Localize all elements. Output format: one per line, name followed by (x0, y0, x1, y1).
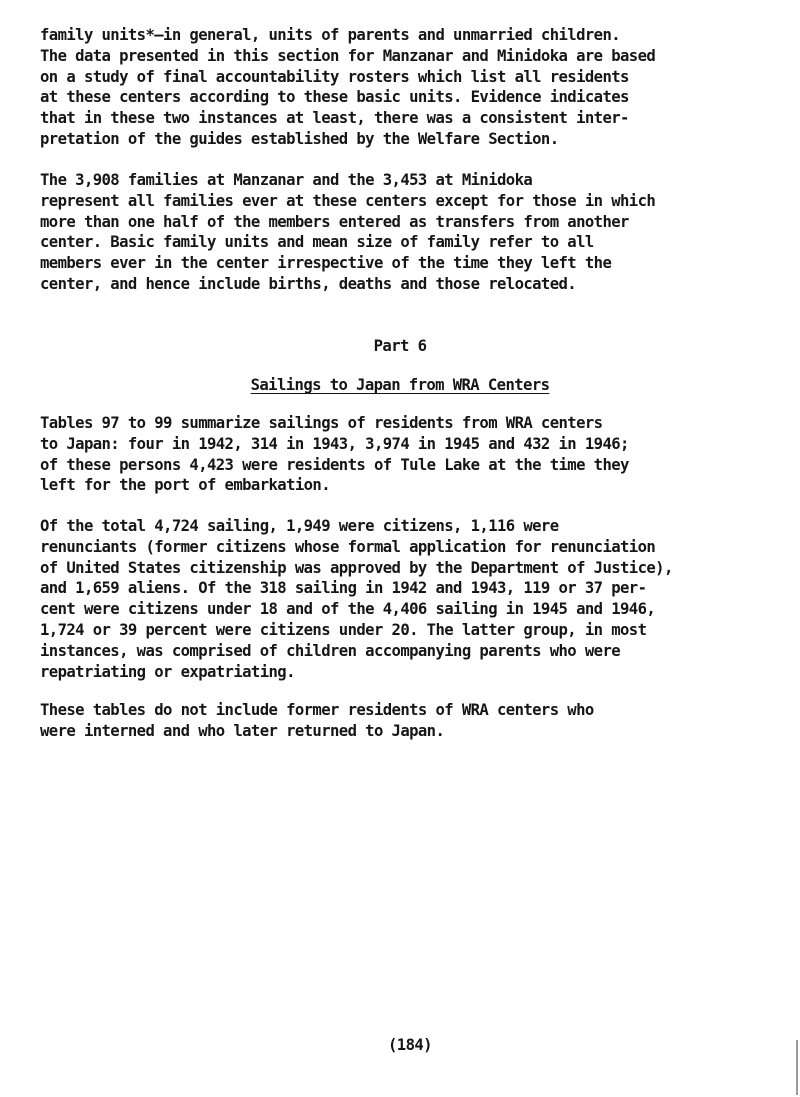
paragraph-families-count: The 3,908 families at Manzanar and the 3,453 at Minidoka represent all families ever at these centers except for those in which more than one half of the members entered as transfers from another center. Basic family units and mean size of family refer to all members ever in the center irrespective of the time they left the center, and hence include births, deaths and those relocated. (40, 171, 656, 293)
section-heading (0, 374, 800, 396)
section-heading-text: Sailings to Japan from WRA Centers (250, 376, 550, 394)
paragraph-sailing-totals: Of the total 4,724 sailing, 1,949 were citizens, 1,116 were renunciants (former citizens whose formal application for renunciation of United States citizenship was approved by the Department of Justice), and 1,659 aliens. Of the 318 sailing in 1942 and 1943, 119 or 37 per- cent were citizens under 18 and of the 4,406 sailing in 1945 and 1946, 1,724 or 39 percent were citizens under 20. The latter group, in most instances, was comprised of children accompanying parents who were repatriating or expatriating. (40, 517, 673, 681)
paragraph-sailings-summary: Tables 97 to 99 summarize sailings of residents from WRA centers to Japan: four in 1942, 314 in 1943, 3,974 in 1945 and 432 in 1946; of these persons 4,423 were residents of Tule Lake at the time they left for the port of embarkation. (40, 414, 629, 495)
paragraph-tables-exclusion: These tables do not include former residents of WRA centers who were interned and who later returned to Japan. (40, 701, 594, 740)
page-number: (184) (388, 1036, 432, 1054)
part-heading-text: Part 6 (373, 337, 427, 355)
part-heading (0, 333, 800, 357)
paragraph-family-units: family units*—in general, units of parents and unmarried children. The data presented in this section for Manzanar and Minidoka are based on a study of final accountability rosters which list all residents at these centers according to these basic units. Evidence indicates that in these two instances at least, there was a consistent inter- pretation of the guides established by the Welfare Section. (40, 26, 656, 148)
scan-edge-mark (796, 1040, 798, 1095)
